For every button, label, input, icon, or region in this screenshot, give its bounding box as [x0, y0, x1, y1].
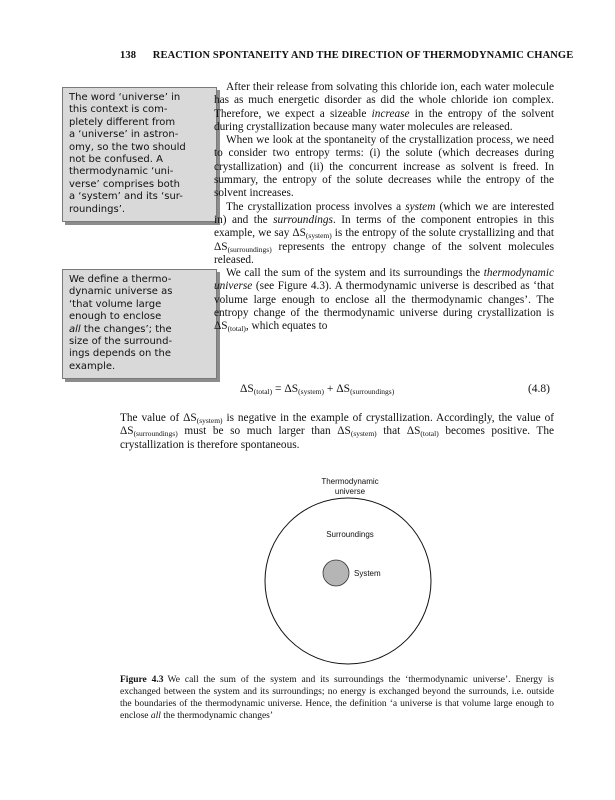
note-line: roundings’.	[69, 203, 126, 215]
text: must be so much larger than	[177, 425, 338, 438]
text: We call the sum of the system and its surroundings the	[226, 267, 484, 280]
emphasis: increase	[371, 107, 410, 120]
note-line: omy, so the two should	[69, 141, 186, 153]
paragraph	[214, 267, 554, 333]
note-line: not be confused. A	[69, 154, 163, 166]
note-line: a ‘system’ and its ‘sur-	[69, 191, 183, 203]
caption-emphasis: all	[150, 710, 161, 721]
text: in the entropy of the solvent during crystallization because many water molecules are released.	[214, 107, 555, 133]
note-line: The word ‘universe’ in	[69, 92, 181, 103]
sidebar-note-universe	[62, 87, 217, 222]
note-line: thermodynamic ‘uni-	[69, 166, 174, 178]
text: (which we are interested in) and the	[214, 200, 554, 226]
text: that	[376, 425, 407, 438]
text: becomes positive. The crystallization is therefore spontaneous.	[120, 425, 554, 451]
full-width-paragraph	[120, 412, 554, 452]
text: The crystallization process involves a	[226, 200, 406, 213]
text: After their release from solvating this chloride ion, each water molecule has as much energetic disorder as did the whole chloride ion complex. Therefore, we expect a sizeable	[214, 81, 554, 120]
text: . In terms of the component entropies in this example, we say	[214, 213, 554, 240]
equation-4-8	[240, 383, 550, 395]
text: is negative in the example of crystallization. Accordingly, the value of	[222, 412, 554, 424]
emphasis: surroundings	[273, 213, 333, 226]
paragraph	[120, 412, 554, 452]
note-line: enough to enclose	[69, 311, 162, 323]
text: The value of	[120, 412, 184, 424]
text: is the entropy of the solute crystallizing and that	[331, 227, 554, 240]
math-symbol: $\Delta S_{(total)}$	[240, 383, 273, 396]
math-symbol: $\Delta S_{(surroundings)}$	[120, 425, 178, 439]
note-line: a ‘universe’ in astron-	[69, 129, 179, 141]
math-symbol: $\Delta S_{(system)}$	[292, 227, 332, 241]
caption-text: the thermodynamic changes’	[160, 710, 274, 721]
thermodynamic-universe-diagram	[250, 475, 450, 670]
note-emphasis: all	[69, 323, 81, 335]
math-symbol: $\Delta S_{(system)}$	[337, 425, 377, 439]
note-line: dynamic universe as	[69, 286, 173, 298]
running-title: REACTION SPONTANEITY AND THE DIRECTION OF THERMODYNAMIC CHANGE	[152, 50, 574, 61]
math-symbol: $\Delta S_{(system)}$	[284, 383, 325, 396]
label-thermodynamic-universe: Thermodynamic universe	[321, 477, 379, 496]
caption-number: Figure 4.3	[120, 675, 164, 685]
caption-text: We call the sum of the system and its surroundings the ‘thermodynamic universe’. Energy is exchanged between the system and its surroundings; no energy is exchanged beyond the surrounds, i.e. outside the boundaries of the thermodynamic universe. Hence, the definition ‘a universe is that volume large enough to enclose	[120, 675, 554, 721]
math-symbol: $\Delta S_{(surroundings)}$	[214, 240, 272, 254]
note-line: verse’ comprises both	[69, 178, 180, 190]
math-symbol: $\Delta S_{(system)}$	[183, 412, 223, 425]
note-line: ‘that volume large	[69, 298, 162, 310]
surroundings-circle	[265, 498, 431, 664]
figure-4-3	[250, 475, 450, 670]
running-header	[120, 50, 574, 61]
math-symbol: $\Delta S_{(surroundings)}$	[336, 383, 395, 396]
note-line: example.	[69, 360, 116, 372]
math-symbol: $\Delta S_{(total)}$	[406, 425, 439, 439]
paragraph	[214, 201, 554, 267]
equation-number: (4.8)	[527, 383, 550, 395]
note-line: pletely different from	[69, 116, 176, 128]
math-symbol: $\Delta S_{(total)}$	[214, 320, 246, 334]
note-line: this context is com-	[69, 104, 168, 116]
text: represents the entropy change of the solvent molecules released.	[214, 240, 554, 266]
equals: =	[272, 383, 285, 395]
figure-caption	[120, 675, 554, 723]
note-line	[69, 324, 210, 336]
note-text: the changes’; the	[80, 323, 172, 335]
paragraph: When we look at the spontaneity of the crystallization process, we need to consider two entropy terms: (i) the solute (which decreases during crystallization) and (ii) the concurrent increase as solvent is freed. In summary, the entropy of the solute decreases while the entropy of the solvent increases.	[214, 134, 554, 200]
system-circle	[323, 560, 349, 586]
label-system: System	[354, 569, 381, 578]
text: (see Figure 4.3). A thermodynamic universe is described as ‘that volume large enough to enclose all the thermodynamic changes’. The entropy change of the thermodynamic universe during crystallization is	[214, 280, 554, 320]
emphasis: system	[405, 200, 436, 213]
note-line: size of the surround-	[69, 336, 173, 348]
plus: +	[324, 383, 337, 395]
note-line: ings depends on the	[69, 348, 171, 360]
text: , which equates to	[245, 320, 328, 333]
paragraph	[214, 81, 554, 134]
body-column	[214, 81, 554, 334]
emphasis: thermodynamic universe	[214, 267, 554, 293]
sidebar-note-definition	[62, 269, 217, 379]
page-number: 138	[120, 50, 137, 61]
label-surroundings: Surroundings	[326, 530, 374, 539]
note-line: We define a thermo-	[69, 274, 172, 285]
